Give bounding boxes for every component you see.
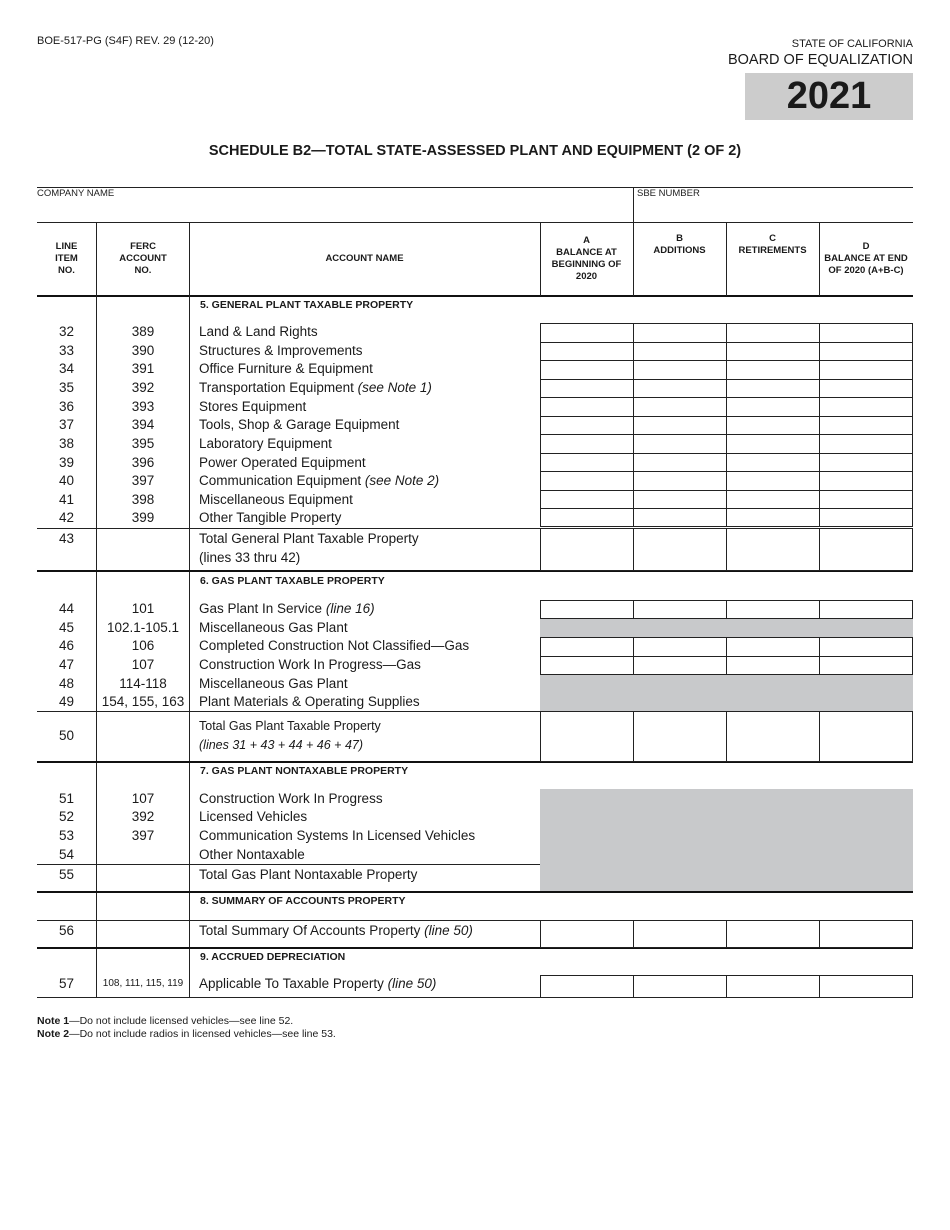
entry-cell-col-b[interactable] <box>633 508 727 527</box>
account-name-text: Construction Work In Progress—Gas <box>199 657 421 672</box>
entry-cell-col-d[interactable] <box>819 508 913 527</box>
shaded-lines-51-55 <box>540 789 913 891</box>
total-cell-col-b[interactable] <box>633 711 727 762</box>
account-name <box>199 473 439 488</box>
line-number: 42 <box>58 510 75 525</box>
entry-cell-col-b[interactable] <box>633 379 727 398</box>
line-number: 41 <box>58 492 75 507</box>
entry-cell-col-a[interactable] <box>540 490 634 509</box>
entry-cell-col-c[interactable] <box>726 453 820 472</box>
account-name <box>199 510 341 525</box>
account-name-text: Gas Plant In Service <box>199 601 323 616</box>
entry-cell-col-a[interactable] <box>540 600 634 619</box>
account-name: Total Gas Plant Taxable Property <box>199 719 381 733</box>
ferc-number: 392 <box>131 380 155 395</box>
ferc-number: 391 <box>131 361 155 376</box>
line-number: 46 <box>58 638 75 653</box>
account-name <box>199 828 475 843</box>
entry-cell-col-b[interactable] <box>633 490 727 509</box>
total-cell-col-b[interactable] <box>633 920 727 948</box>
line-number: 47 <box>58 657 75 672</box>
ferc-number: 114-118 <box>119 676 167 691</box>
account-name <box>199 343 363 358</box>
shaded-lines-48-49 <box>540 674 913 711</box>
sbe-number-field[interactable] <box>637 200 911 222</box>
ferc-number: 389 <box>131 324 155 339</box>
ferc-number: 107 <box>131 657 155 672</box>
entry-cell-col-b[interactable] <box>633 656 727 675</box>
line-number: 56 <box>58 923 75 938</box>
total-cell-col-c[interactable] <box>726 528 820 571</box>
entry-cell-col-b[interactable] <box>633 434 727 454</box>
account-name <box>199 638 469 653</box>
col-a-header <box>540 223 633 295</box>
section-9-heading: 9. ACCRUED DEPRECIATION <box>200 951 346 963</box>
entry-cell-col-d[interactable] <box>819 434 913 454</box>
account-name <box>199 436 332 451</box>
entry-cell-col-d[interactable] <box>819 471 913 491</box>
note-2-label: Note 2 <box>37 1028 70 1040</box>
note-1 <box>37 1015 293 1027</box>
account-name <box>199 657 421 672</box>
account-name-text: Construction Work In Progress <box>199 791 383 806</box>
entry-cell-col-a[interactable] <box>540 397 634 417</box>
account-name <box>199 417 399 432</box>
note-1-label: Note 1 <box>37 1015 70 1027</box>
ferc-number: 399 <box>131 510 155 525</box>
account-name-text: Miscellaneous Gas Plant <box>199 620 348 635</box>
field-divider <box>633 187 634 223</box>
ferc-number: 397 <box>131 828 155 843</box>
account-name <box>199 923 473 938</box>
note-1-text: —Do not include licensed vehicles—see line 52. <box>69 1015 294 1027</box>
entry-cell-col-b[interactable] <box>633 453 727 472</box>
entry-cell-col-b[interactable] <box>633 975 727 998</box>
account-name-text: Completed Construction Not Classified—Gas <box>199 638 470 653</box>
entry-cell-col-c[interactable] <box>726 416 820 435</box>
line-number: 44 <box>58 601 75 616</box>
col-line-header <box>37 223 96 295</box>
account-name <box>199 324 318 339</box>
line-number: 48 <box>58 676 75 691</box>
shaded-line-45 <box>540 618 913 637</box>
account-name-text: Tools, Shop & Garage Equipment <box>199 417 400 432</box>
line-56-rule <box>37 920 540 921</box>
account-note: (line 16) <box>325 601 375 616</box>
ferc-number: 395 <box>131 436 155 451</box>
account-name-text: Communication Equipment <box>199 473 362 488</box>
line-43-rule <box>37 528 540 529</box>
col-divider-c <box>726 223 727 296</box>
col-divider-d <box>819 223 820 296</box>
entry-cell-col-c[interactable] <box>726 508 820 527</box>
entry-cell-col-c[interactable] <box>726 360 820 380</box>
line-number: 55 <box>58 867 75 882</box>
account-name-text: Office Furniture & Equipment <box>199 361 373 376</box>
account-name-text: Power Operated Equipment <box>199 455 366 470</box>
account-name-text: Communication Systems In Licensed Vehicles <box>199 828 476 843</box>
entry-cell-col-a[interactable] <box>540 434 634 454</box>
entry-cell-col-d[interactable] <box>819 323 913 343</box>
entry-cell-col-c[interactable] <box>726 323 820 343</box>
section-6-heading: 6. GAS PLANT TAXABLE PROPERTY <box>200 575 385 587</box>
page-title: SCHEDULE B2—TOTAL STATE-ASSESSED PLANT AND EQUIPMENT (2 OF 2) <box>208 143 742 159</box>
account-note: (line 50) <box>387 976 437 991</box>
entry-cell-col-b[interactable] <box>633 416 727 435</box>
ferc-number: 396 <box>131 455 155 470</box>
entry-cell-col-b[interactable] <box>633 323 727 343</box>
col-c-header <box>726 223 819 295</box>
ferc-number: 154, 155, 163 <box>101 694 185 709</box>
entry-cell-col-a[interactable] <box>540 379 634 398</box>
account-name-sub: (lines 33 thru 42) <box>199 550 301 565</box>
account-name-text: Land & Land Rights <box>199 324 318 339</box>
col-b-label: ADDITIONS <box>653 244 706 256</box>
col-account-header: ACCOUNT NAME <box>325 253 404 265</box>
entry-cell-col-c[interactable] <box>726 600 820 619</box>
col-divider-b <box>633 223 634 296</box>
year-badge <box>745 73 913 120</box>
total-cell-col-a[interactable] <box>540 920 634 948</box>
line-50-rule <box>37 711 540 712</box>
line-number: 43 <box>58 531 75 546</box>
entry-cell-col-a[interactable] <box>540 656 634 675</box>
section-8-heading: 8. SUMMARY OF ACCOUNTS PROPERTY <box>200 895 406 907</box>
account-name: Total General Plant Taxable Property <box>199 531 419 546</box>
ferc-number: 393 <box>131 399 155 414</box>
line-number: 45 <box>58 620 75 635</box>
account-name <box>199 976 436 991</box>
ferc-number: 398 <box>131 492 155 507</box>
entry-cell-col-d[interactable] <box>819 397 913 417</box>
col-ferc-header <box>97 223 189 295</box>
ferc-number: 102.1-105.1 <box>106 620 180 635</box>
entry-cell-col-d[interactable] <box>819 416 913 435</box>
entry-cell-col-d[interactable] <box>819 342 913 361</box>
ferc-number: 394 <box>131 417 155 432</box>
col-ferc-label: FERC ACCOUNT NO. <box>119 241 167 276</box>
total-cell-col-a[interactable] <box>540 528 634 571</box>
entry-cell-col-b[interactable] <box>633 600 727 619</box>
entry-cell-col-b[interactable] <box>633 360 727 380</box>
account-name <box>199 676 348 691</box>
entry-cell-col-d[interactable] <box>819 975 913 998</box>
ferc-number: 392 <box>131 809 155 824</box>
account-name-text: Other Tangible Property <box>199 510 342 525</box>
entry-cell-col-a[interactable] <box>540 453 634 472</box>
line-number: 57 <box>58 976 75 991</box>
account-name-text: Miscellaneous Equipment <box>199 492 353 507</box>
company-name-field[interactable] <box>37 200 627 222</box>
ferc-number: 101 <box>131 601 155 616</box>
account-name <box>199 847 305 862</box>
col-divider-ferc <box>189 223 190 998</box>
entry-cell-col-d[interactable] <box>819 379 913 398</box>
line-number: 35 <box>58 380 75 395</box>
line-number: 40 <box>58 473 75 488</box>
entry-cell-col-c[interactable] <box>726 342 820 361</box>
header-bottom-rule <box>37 295 913 297</box>
account-name <box>199 809 307 824</box>
account-name-text: Total Gas Plant Nontaxable Property <box>199 867 418 882</box>
line-number: 32 <box>58 324 75 339</box>
entry-cell-col-d[interactable] <box>819 637 913 657</box>
account-name-text: Plant Materials & Operating Supplies <box>199 694 420 709</box>
state-label: STATE OF CALIFORNIA <box>791 38 913 50</box>
account-name <box>199 620 348 635</box>
entry-cell-col-d[interactable] <box>819 600 913 619</box>
section-5-heading: 5. GENERAL PLANT TAXABLE PROPERTY <box>200 299 414 311</box>
total-cell-col-c[interactable] <box>726 920 820 948</box>
account-name <box>199 455 366 470</box>
account-name-text: Total Summary Of Accounts Property <box>199 923 421 938</box>
account-note: (see Note 1) <box>357 380 432 395</box>
line-number: 53 <box>58 828 75 843</box>
ferc-number: 108, 111, 115, 119 <box>102 978 184 989</box>
col-a-letter: A <box>583 235 590 247</box>
entry-cell-col-a[interactable] <box>540 342 634 361</box>
line-number: 50 <box>58 728 75 743</box>
total-cell-col-d[interactable] <box>819 528 913 571</box>
ferc-number: 106 <box>131 638 155 653</box>
col-divider-a <box>540 223 541 296</box>
account-note: (line 50) <box>424 923 473 938</box>
year-text: 2021 <box>786 75 872 117</box>
col-d-header <box>819 223 913 295</box>
total-cell-col-c[interactable] <box>726 711 820 762</box>
col-d-letter: D <box>862 241 870 253</box>
entry-cell-col-a[interactable] <box>540 323 634 343</box>
entry-cell-col-d[interactable] <box>819 490 913 509</box>
company-name-label: COMPANY NAME <box>37 188 115 199</box>
entry-cell-col-a[interactable] <box>540 975 634 998</box>
total-cell-col-b[interactable] <box>633 528 727 571</box>
entry-cell-col-b[interactable] <box>633 637 727 657</box>
entry-cell-col-c[interactable] <box>726 975 820 998</box>
total-cell-col-d[interactable] <box>819 920 913 948</box>
account-name <box>199 791 383 806</box>
account-name-text: Miscellaneous Gas Plant <box>199 676 348 691</box>
entry-cell-col-a[interactable] <box>540 416 634 435</box>
line-number: 33 <box>58 343 75 358</box>
line-number: 49 <box>58 694 75 709</box>
line-number: 51 <box>58 791 75 806</box>
ferc-number: 390 <box>131 343 155 358</box>
note-2 <box>37 1028 336 1040</box>
account-name <box>199 867 417 882</box>
col-a-label: BALANCE AT BEGINNING OF 2020 <box>551 247 622 282</box>
entry-cell-col-c[interactable] <box>726 379 820 398</box>
ferc-number: 397 <box>131 473 155 488</box>
section-7-heading: 7. GAS PLANT NONTAXABLE PROPERTY <box>200 765 409 777</box>
form-id: BOE-517-PG (S4F) REV. 29 (12-20) <box>37 35 214 47</box>
account-name-text: Licensed Vehicles <box>199 809 308 824</box>
account-name-text: Applicable To Taxable Property <box>199 976 384 991</box>
entry-cell-col-c[interactable] <box>726 656 820 675</box>
account-name-text: Stores Equipment <box>199 399 307 414</box>
entry-cell-col-a[interactable] <box>540 360 634 380</box>
col-c-letter: C <box>769 233 776 244</box>
entry-cell-col-d[interactable] <box>819 656 913 675</box>
col-line-label: LINE ITEM NO. <box>55 241 78 276</box>
entry-cell-col-a[interactable] <box>540 508 634 527</box>
account-name-text: Structures & Improvements <box>199 343 363 358</box>
account-name-text: Other Nontaxable <box>199 847 305 862</box>
col-d-label: BALANCE AT END OF 2020 (A+B-C) <box>824 253 908 276</box>
board-label: BOARD OF EQUALIZATION <box>727 52 913 68</box>
account-name <box>199 492 353 507</box>
total-cell-col-d[interactable] <box>819 711 913 762</box>
col-b-header <box>633 223 726 295</box>
ferc-number: 107 <box>131 791 155 806</box>
account-note: (see Note 2) <box>364 473 440 488</box>
line-number: 38 <box>58 436 75 451</box>
entry-cell-col-b[interactable] <box>633 397 727 417</box>
line-number: 34 <box>58 361 75 376</box>
account-name <box>199 380 432 395</box>
entry-cell-col-c[interactable] <box>726 434 820 454</box>
line-number: 54 <box>58 847 75 862</box>
line-number: 52 <box>58 809 75 824</box>
account-name-sub: (lines 31 + 43 + 44 + 46 + 47) <box>199 738 364 752</box>
entry-cell-col-d[interactable] <box>819 360 913 380</box>
total-cell-col-a[interactable] <box>540 711 634 762</box>
account-name <box>199 601 375 616</box>
line-55-rule <box>37 864 540 865</box>
account-name-text: Transportation Equipment <box>199 380 354 395</box>
entry-cell-col-c[interactable] <box>726 490 820 509</box>
entry-cell-col-a[interactable] <box>540 471 634 491</box>
entry-cell-col-c[interactable] <box>726 471 820 491</box>
note-2-text: —Do not include radios in licensed vehicles—see line 53. <box>69 1028 336 1040</box>
account-name <box>199 694 420 709</box>
line-number: 39 <box>58 455 75 470</box>
col-b-letter: B <box>676 233 683 244</box>
entry-cell-col-a[interactable] <box>540 637 634 657</box>
account-name-text: Laboratory Equipment <box>199 436 332 451</box>
entry-cell-col-b[interactable] <box>633 342 727 361</box>
section-8-rule <box>37 891 913 893</box>
entry-cell-col-b[interactable] <box>633 471 727 491</box>
line-number: 36 <box>58 399 75 414</box>
field-top-rule <box>37 187 913 188</box>
col-c-label: RETIREMENTS <box>738 244 807 256</box>
entry-cell-col-c[interactable] <box>726 397 820 417</box>
entry-cell-col-c[interactable] <box>726 637 820 657</box>
account-name <box>199 361 373 376</box>
account-name <box>199 399 306 414</box>
line-number: 37 <box>58 417 75 432</box>
entry-cell-col-d[interactable] <box>819 453 913 472</box>
sbe-number-label: SBE NUMBER <box>637 188 700 199</box>
